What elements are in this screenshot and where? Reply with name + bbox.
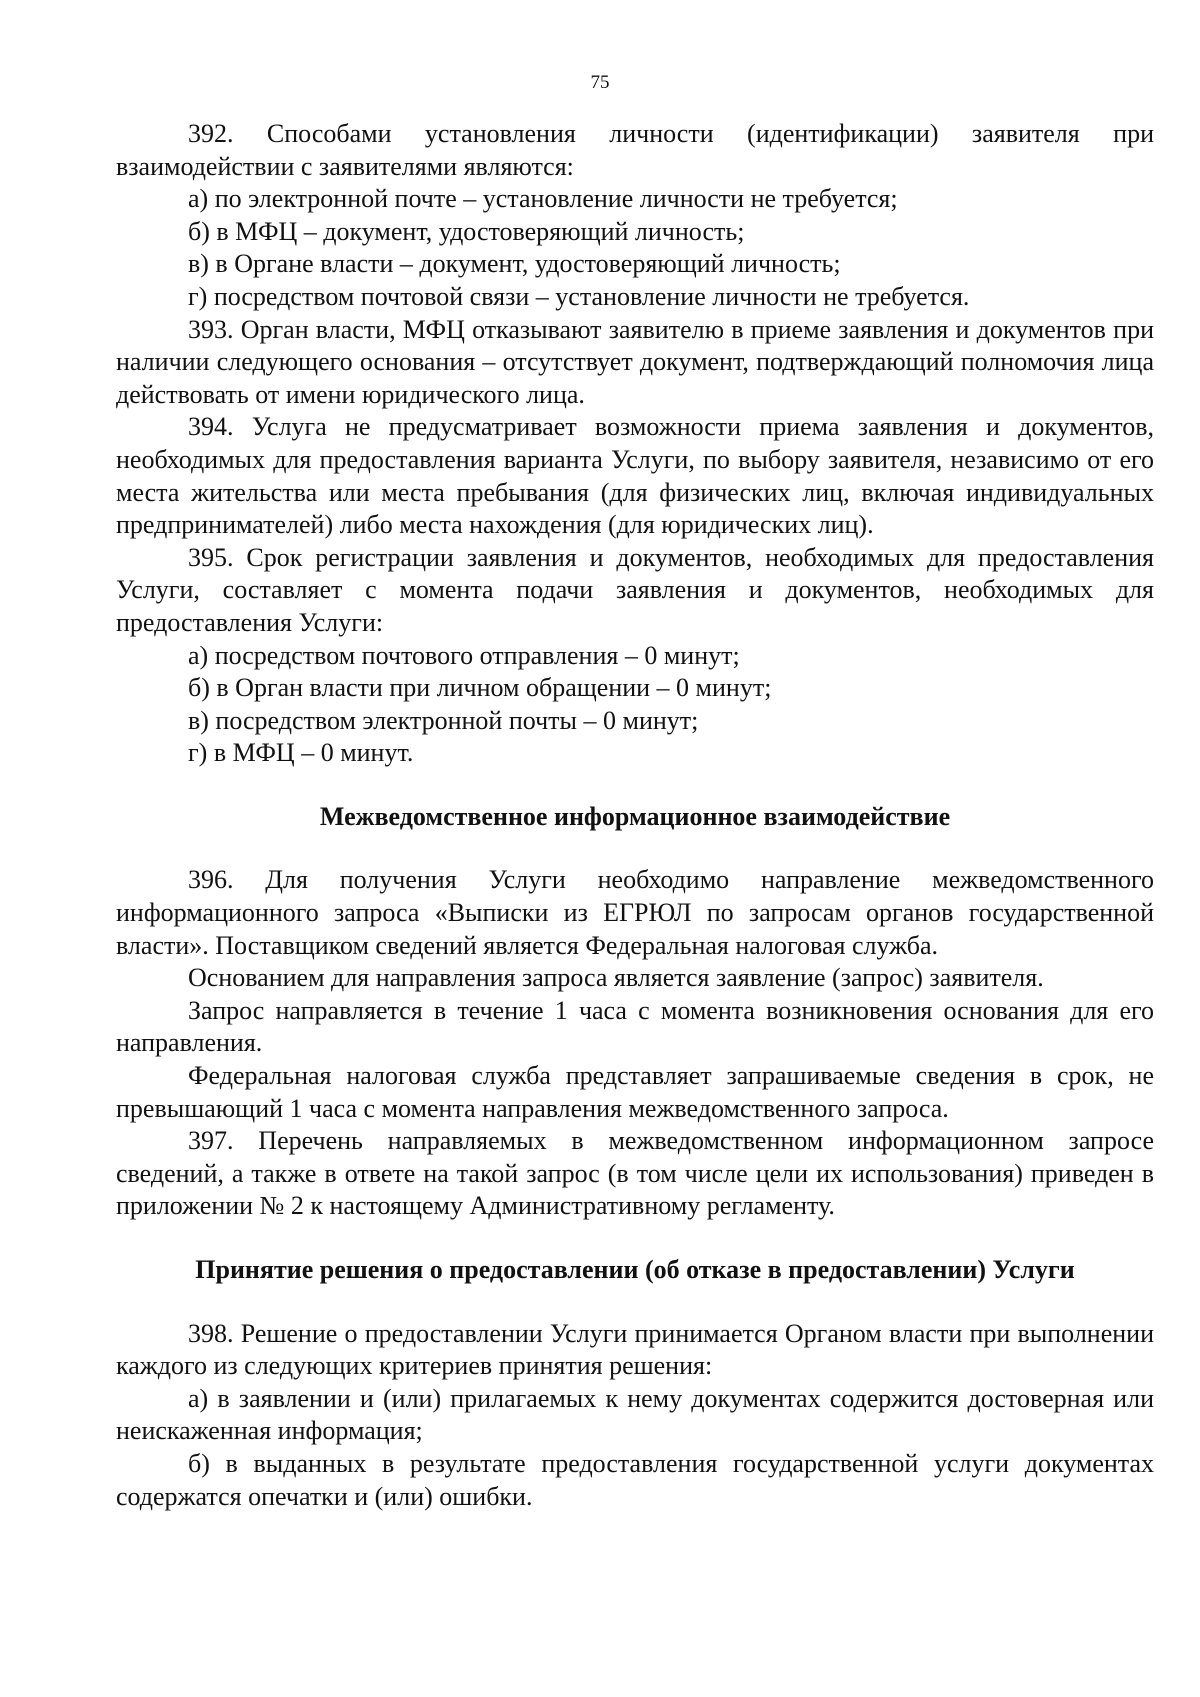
section-heading-decision: Принятие решения о предоставлении (об отказе в предоставлении) Услуги [195, 1255, 1075, 1284]
paragraph-396-basis: Основанием для направления запроса является заявление (запрос) заявителя. [188, 963, 1044, 993]
list-item-398-a: а) в заявлении и (или) прилагаемых к нему документах содержится достоверная или неискаженная информация; [116, 1383, 1154, 1446]
list-item-392-b: б) в МФЦ – документ, удостоверяющий личность; [188, 216, 745, 246]
paragraph-397: 397. Перечень направляемых в межведомственном информационном запросе сведений, а также в ответе на такой запрос (в том числе цели их использования) приведен в приложении № 2 к настоящему Административному регламенту. [116, 1126, 1154, 1221]
paragraph-396: 396. Для получения Услуги необходимо направление межведомственного информационного запроса «Выписки из ЕГРЮЛ по запросам органов государственной власти». Поставщиком сведений является Федеральная налоговая служба. [116, 865, 1154, 960]
list-item-398-b: б) в выданных в результате предоставления государственной услуги документах содержатся опечатки и (или) ошибки. [116, 1448, 1154, 1511]
list-item-395-d: г) в МФЦ – 0 минут. [188, 738, 414, 768]
document-body [116, 118, 1154, 1513]
list-item-392-d: г) посредством почтовой связи – установление личности не требуется. [188, 281, 970, 311]
list-item-392-a: а) по электронной почте – установление личности не требуется; [188, 184, 898, 214]
list-item-395-b: б) в Орган власти при личном обращении – 0 минут; [188, 673, 772, 703]
paragraph-395: 395. Срок регистрации заявления и документов, необходимых для предоставления Услуги, составляет с момента подачи заявления и документов, необходимых для предоставления Услуги: [116, 542, 1154, 637]
paragraph-394: 394. Услуга не предусматривает возможности приема заявления и документов, необходимых для предоставления варианта Услуги, по выбору заявителя, независимо от его места жительства или места пребывания (для физических лиц, включая индивидуальных предпринимателей) либо места нахождения (для юридических лиц). [116, 412, 1154, 540]
paragraph-393: 393. Орган власти, МФЦ отказывают заявителю в приеме заявления и документов при наличии следующего основания – отсутствует документ, подтверждающий полномочия лица действовать от имени юридического лица. [116, 314, 1154, 409]
page-number: 75 [590, 72, 610, 93]
paragraph-398: 398. Решение о предоставлении Услуги принимается Органом власти при выполнении каждого из следующих критериев принятия решения: [116, 1318, 1154, 1381]
list-item-395-a: а) посредством почтового отправления – 0 минут; [188, 640, 740, 670]
section-heading-interagency: Межведомственное информационное взаимодействие [319, 801, 951, 831]
paragraph-396-timing: Запрос направляется в течение 1 часа с момента возникновения основания для его направления. [116, 995, 1154, 1058]
paragraph-392: 392. Способами установления личности (идентификации) заявителя при взаимодействии с заявителями являются: [116, 119, 1154, 181]
list-item-392-c: в) в Органе власти – документ, удостоверяющий личность; [188, 249, 841, 279]
paragraph-396-response: Федеральная налоговая служба представляет запрашиваемые сведения в срок, не превышающий 1 часа с момента направления межведомственного запроса. [116, 1061, 1154, 1123]
list-item-395-c: в) посредством электронной почты – 0 минут; [188, 705, 699, 735]
